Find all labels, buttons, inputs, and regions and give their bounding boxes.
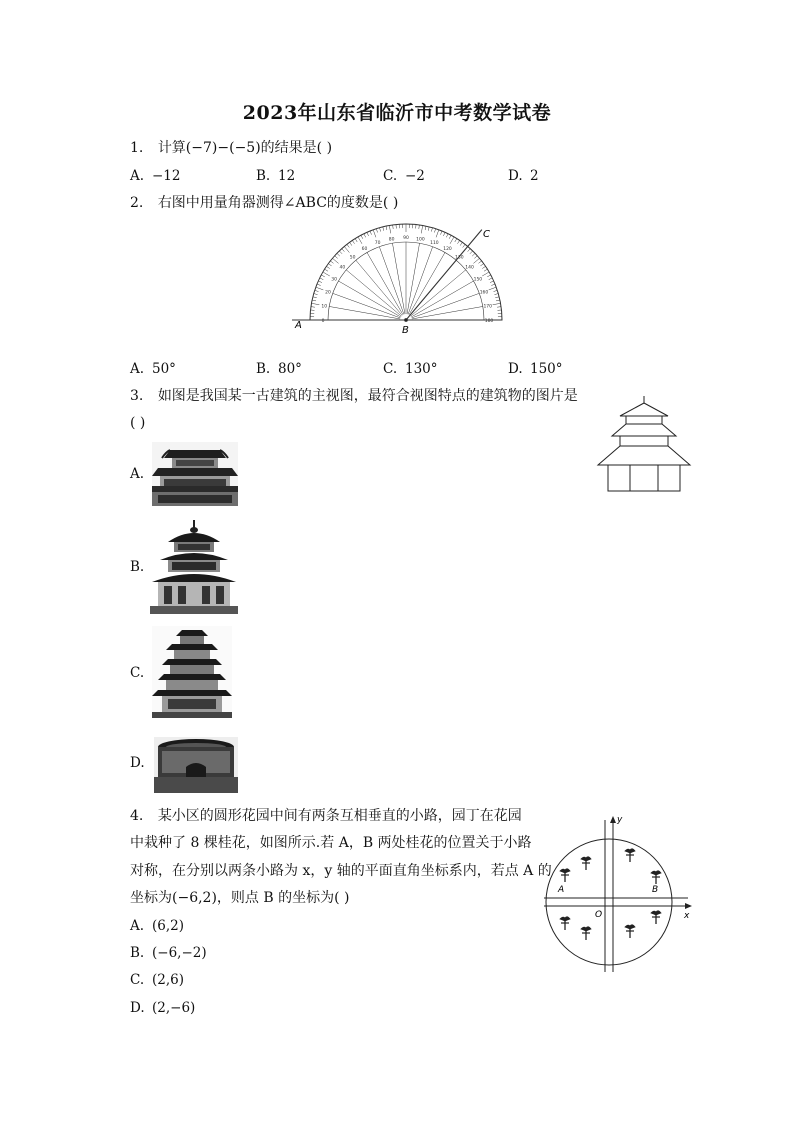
question-4 (130, 806, 522, 826)
protractor-figure (288, 220, 513, 338)
building-image-d (154, 737, 238, 793)
option-d: D. (2,−6) (130, 1000, 196, 1016)
protractor-tick-label: 60 (361, 247, 368, 253)
question-2 (130, 193, 398, 213)
page-title: 2023年山东省临沂市中考数学试卷 (242, 102, 552, 124)
question-text: 某小区的圆形花园中间有两条互相垂直的小路，园丁在花园 (157, 808, 522, 824)
protractor-tick-label: 0 (321, 319, 325, 324)
option-b: B. 80° (256, 361, 302, 377)
protractor-tick-label: 80 (388, 237, 395, 243)
tree-icon (625, 925, 635, 938)
building-image-c (152, 626, 232, 718)
question-text-cont: 中栽种了 8 棵桂花，如图所示.若 A，B 两处桂花的位置关于小路 (130, 835, 532, 851)
option-c: C. (130, 665, 145, 681)
option-b: B. (−6,−2) (130, 945, 207, 961)
option-d: D. 2 (508, 168, 539, 184)
garden-figure (538, 812, 698, 977)
protractor-tick-label: 20 (325, 290, 331, 296)
protractor-tick-label: 140 (465, 265, 474, 271)
question-1 (130, 138, 332, 158)
protractor-tick-label: 10 (321, 304, 328, 310)
option-d: D. (130, 755, 145, 771)
question-text: 计算(−7)−(−5)的结果是( ) (157, 140, 333, 156)
label-b: B (402, 325, 409, 336)
osmanthus-trees (560, 849, 661, 940)
question-3 (130, 386, 578, 406)
tree-icon (560, 869, 570, 882)
protractor-tick-label: 150 (473, 277, 483, 283)
tree-icon (581, 857, 591, 870)
protractor-tick-label: 180 (484, 319, 494, 324)
option-b: B. (130, 559, 145, 575)
axis-y-label: y (617, 815, 623, 825)
question-text: 如图是我国某一古建筑的主视图，最符合视图特点的建筑物的图片是 (157, 388, 578, 404)
option-a: A. 50° (130, 361, 176, 377)
protractor-tick-label: 170 (483, 304, 493, 310)
option-c: C. 130° (383, 361, 438, 377)
label-c: C (483, 229, 490, 240)
building-image-a (152, 442, 238, 506)
option-c: C. −2 (383, 168, 425, 184)
protractor-tick-label: 30 (331, 277, 337, 283)
question-text-cont: ( ) (130, 415, 146, 431)
tree-icon (625, 849, 635, 862)
tree-icon (651, 911, 661, 924)
option-c: C. (2,6) (130, 972, 185, 988)
protractor-tick-label: 110 (430, 241, 439, 247)
option-d: D. 150° (508, 361, 563, 377)
question-number: 2. (130, 195, 144, 211)
protractor-tick-label: 90 (403, 236, 409, 241)
question-text: 右图中用量角器测得∠ABC的度数是( ) (157, 195, 399, 211)
point-a-label: A (558, 885, 565, 895)
protractor-scale (292, 224, 502, 324)
protractor-tick-label: 100 (416, 237, 425, 243)
option-a: A. (130, 466, 145, 482)
front-view-figure (596, 396, 692, 494)
tree-icon (560, 917, 570, 930)
origin-label: O (595, 910, 603, 920)
label-a: A (295, 320, 302, 331)
protractor-tick-label: 50 (349, 255, 356, 261)
question-text-cont: 坐标为(−6,2)，则点 B 的坐标为( ) (130, 890, 350, 906)
question-number: 1. (130, 140, 144, 156)
protractor-tick-label: 130 (455, 255, 464, 261)
option-a: A. −12 (130, 168, 181, 184)
protractor-tick-label: 120 (443, 247, 452, 253)
question-text-cont: 对称，在分别以两条小路为 x，y 轴的平面直角坐标系内，若点 A 的 (130, 863, 552, 879)
building-image-b (150, 520, 238, 614)
tree-icon (581, 927, 591, 940)
point-b-label: B (652, 885, 659, 895)
question-number: 3. (130, 388, 144, 404)
question-number: 4. (130, 808, 144, 824)
option-b: B. 12 (256, 168, 296, 184)
protractor-tick-label: 160 (479, 290, 489, 296)
tree-icon (651, 871, 661, 884)
option-a: A. (6,2) (130, 918, 185, 934)
axis-x-label: x (684, 911, 690, 921)
protractor-tick-label: 40 (339, 265, 346, 271)
protractor-tick-label: 70 (374, 241, 381, 247)
